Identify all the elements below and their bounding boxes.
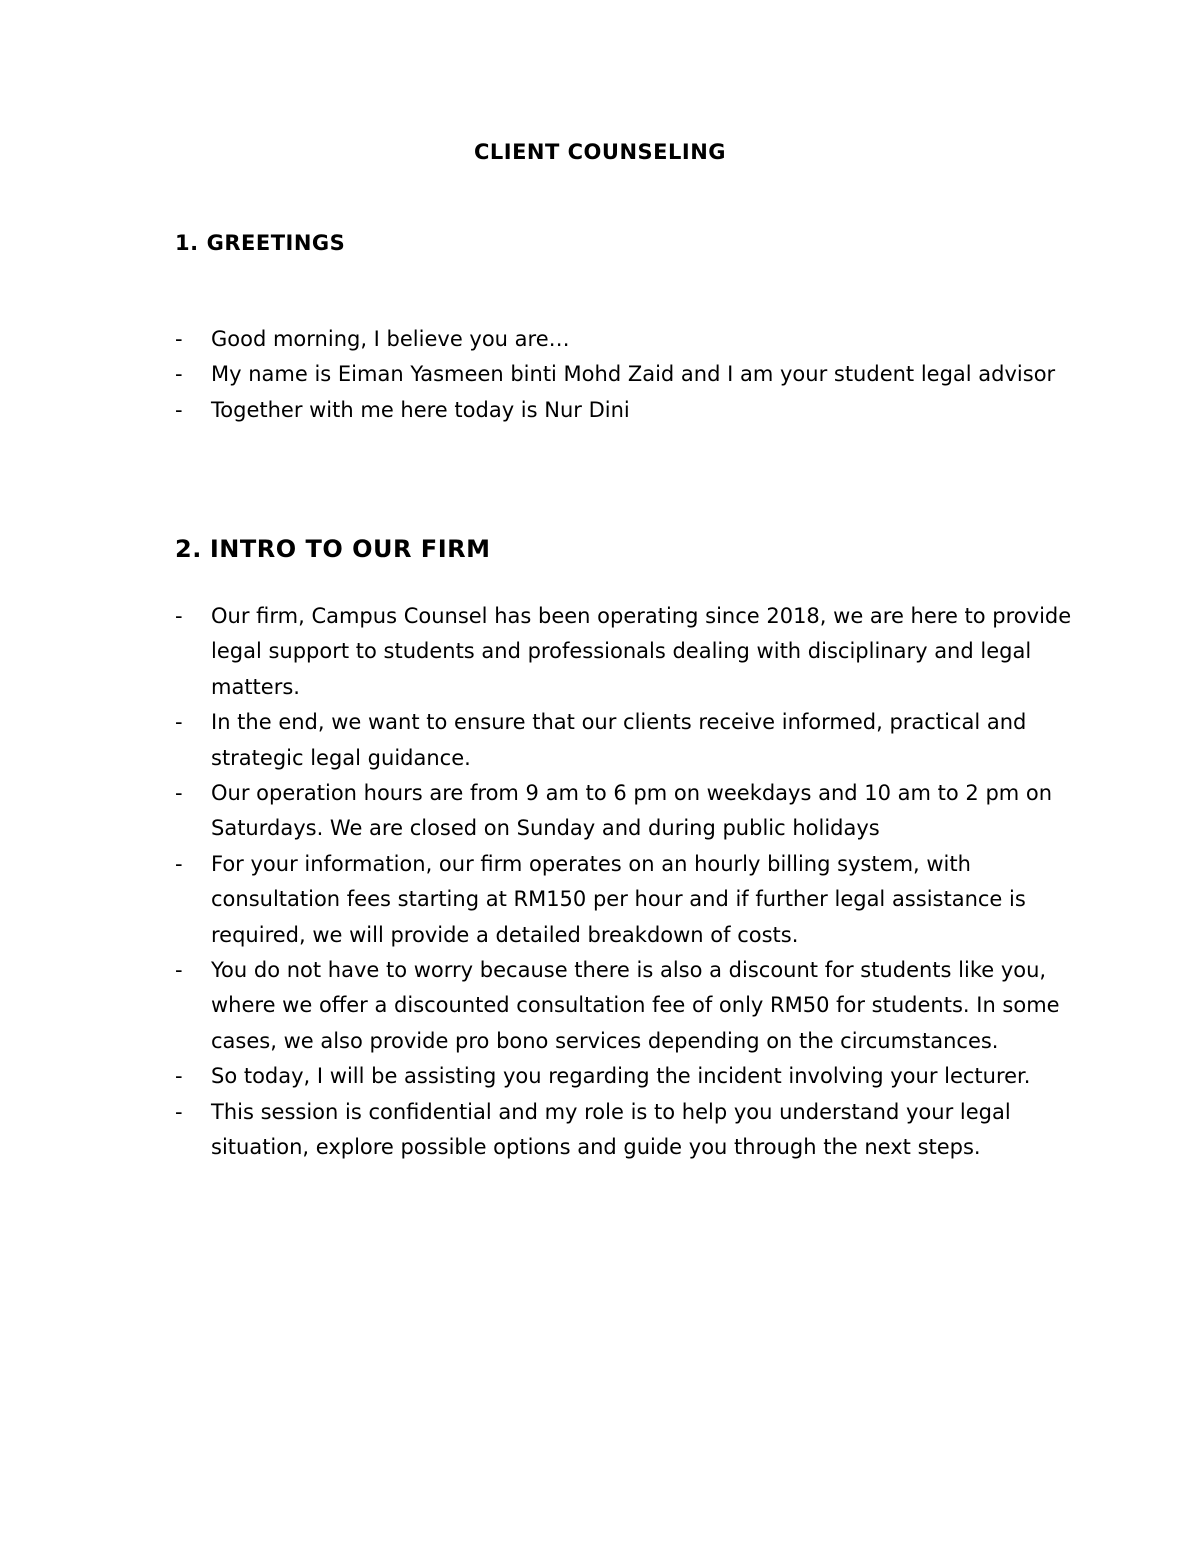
bullet-dash: - xyxy=(175,362,183,387)
list-item xyxy=(175,776,1075,847)
list-item-text: So today, I will be assisting you regarding the incident involving your lecturer. xyxy=(211,1064,1031,1089)
bullet-dash: - xyxy=(175,327,183,351)
bullet-dash: - xyxy=(175,397,183,422)
list-item xyxy=(175,393,1075,428)
document-title: CLIENT COUNSELING xyxy=(473,140,727,164)
list-item-text: For your information, our firm operates on an hourly billing system, with consultation fees starting at RM150 per hour and if further legal assistance is required, we will provide a detailed breakdown of costs. xyxy=(211,851,1026,947)
list-item xyxy=(175,599,1075,705)
list-item xyxy=(175,357,1075,392)
list-item-text: In the end, we want to ensure that our clients receive informed, practical and strategic legal guidance. xyxy=(211,710,1027,770)
bullet-dash: - xyxy=(175,1064,183,1089)
section-heading-text: GREETINGS xyxy=(206,231,346,255)
list-item xyxy=(175,847,1075,953)
section-heading-text: INTRO TO OUR FIRM xyxy=(209,535,491,563)
list-item xyxy=(175,705,1075,776)
bullet-dash: - xyxy=(175,710,183,735)
bullet-dash: - xyxy=(175,851,183,876)
section-number: 1. xyxy=(175,231,199,255)
list-item-text: Our firm, Campus Counsel has been operating since 2018, we are here to provide legal support to students and professionals dealing with disciplinary and legal matters. xyxy=(211,604,1072,699)
list-item-text: Together with me here today is Nur Dini xyxy=(211,397,630,422)
list-item-text: This session is confidential and my role is to help you understand your legal situation, explore possible options and guide you through the next steps. xyxy=(211,1099,1011,1160)
list-item xyxy=(175,322,1075,357)
greetings-bullet-list xyxy=(175,322,1075,428)
list-item-text: Our operation hours are from 9 am to 6 pm on weekdays and 10 am to 2 pm on Saturdays. We are closed on Sunday and during public holidays xyxy=(211,781,1053,841)
section-heading-greetings xyxy=(175,231,345,255)
bullet-dash: - xyxy=(175,604,183,628)
list-item xyxy=(175,953,1075,1059)
list-item-text: You do not have to worry because there is also a discount for students like you, where we offer a discounted consultation fee of only RM50 for students. In some cases, we also provide pro bono services depending on the circumstances. xyxy=(211,958,1060,1053)
bullet-dash: - xyxy=(175,958,183,983)
list-item xyxy=(175,1059,1075,1094)
bullet-dash: - xyxy=(175,1099,183,1124)
section-number: 2. xyxy=(175,535,202,563)
list-item-text: Good morning, I believe you are… xyxy=(211,327,570,351)
intro-bullet-list xyxy=(175,599,1075,1166)
bullet-dash: - xyxy=(175,781,183,806)
list-item xyxy=(175,1095,1075,1166)
section-heading-intro-to-our-firm xyxy=(175,535,491,563)
list-item-text: My name is Eiman Yasmeen binti Mohd Zaid and I am your student legal advisor xyxy=(211,362,1056,387)
